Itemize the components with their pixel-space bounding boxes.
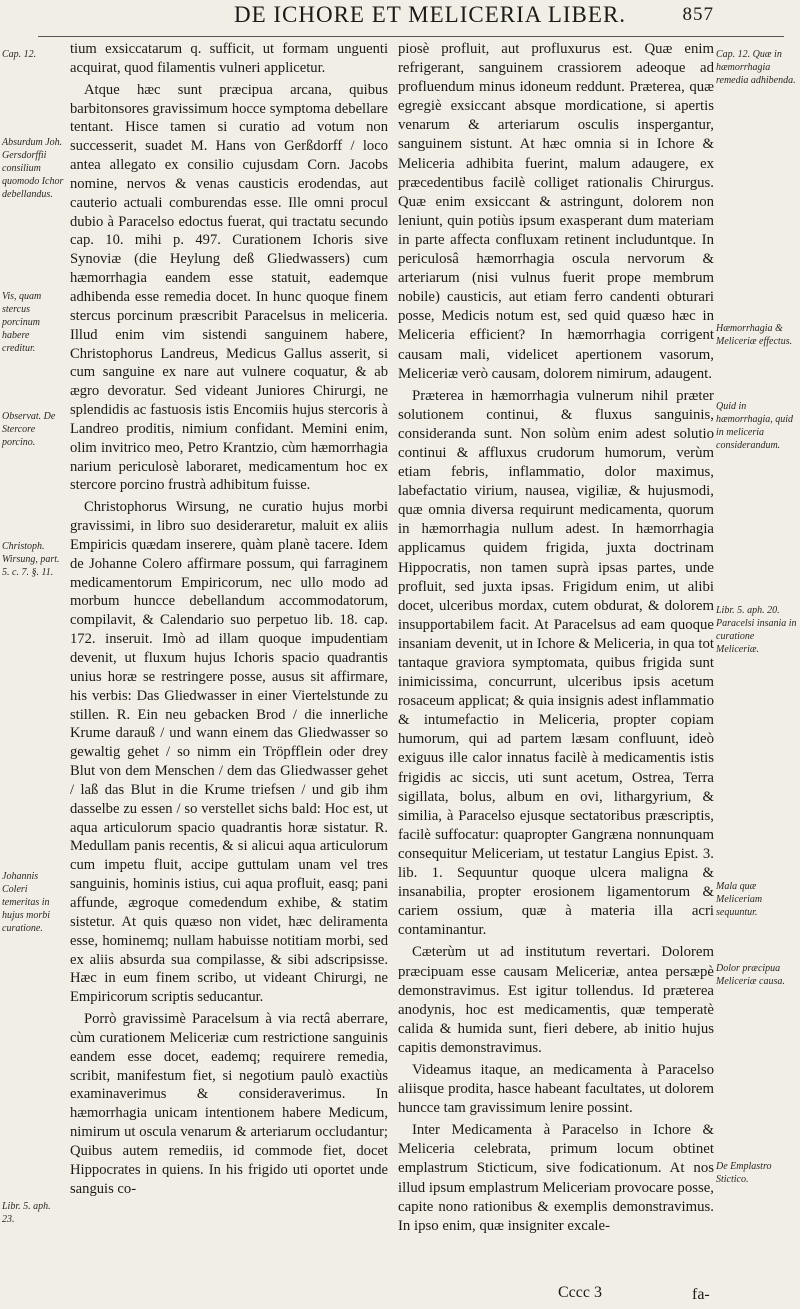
- paragraph: Videamus itaque, an medicamenta à Paracelso aliisque prodita, hasce habeant facultates, ut dolorem huncce tam gravissimum lenire possint.: [398, 1061, 714, 1117]
- left-margin-note: Johannis Coleri temeritas in hujus morbi curatione.: [2, 871, 51, 934]
- left-margin-note: Cap. 12.: [2, 49, 37, 60]
- right-margin-note: Cap. 12. Quæ in hæmorrhagia remedia adhibenda.: [716, 49, 796, 86]
- paragraph: Cæterùm ut ad institutum revertari. Dolorem præcipuam esse causam Meliceriæ, antea persæpè demonstravimus. Est igitur tollendus. Id præterea anodynis, hoc est medicamentis, quæ temperatè calida & humida sunt, fieri debere, ab initio hujus capitis demonstravimus.: [398, 944, 714, 1056]
- paragraph: piosè profluit, aut profluxurus est. Quæ enim refrigerant, sanguinem crassiorem adeoque ad profluendum minus idoneum reddunt. Præterea, quæ egregiè exsiccant absque mordicatione, si apertis venarum & arteriarum osculis inspergantur, sanguinem sistunt. At hæc omnia si in Ichore & Meliceria adhibita fuerint, malum adaugere, ex præcedentibus facilè colliget rationalis Chirurgus. Quæ enim exsiccant & astringunt, dolorem non leniunt, quin potiùs ipsum exasperant dum materiam in parte affecta confluxam retinent includuntque. In periculosâ hæmorrhagia oscula nervorum & arteriarum (nisi vulnus fuerit prope membrum nobile) causticis, aut etiam ferro candenti obturari posse, Medicis notum est, sed quid quæso hæc in Meliceria efficient? In hæmorrhagia corrigent causam mali, videlicet apertionem vasorum, Meliceriæ verò causam, dolorem nimirum, adaugent.: [398, 41, 714, 382]
- header-rule: [38, 36, 784, 37]
- left-margin-note: Observat. De Stercore porcino.: [2, 411, 56, 448]
- right-margin-note: De Emplastro Stictico.: [716, 1161, 772, 1185]
- right-text-column: [398, 40, 714, 1236]
- left-margin-note: Libr. 5. aph. 23.: [2, 1201, 51, 1225]
- catchword: fa-: [692, 1286, 710, 1303]
- left-margin-note: Absurdum Joh. Gersdorffii consilium quomodo Ichor debellandus.: [2, 137, 64, 200]
- signature-mark: Cccc 3: [558, 1284, 602, 1301]
- paragraph: Christophorus Wirsung, ne curatio hujus morbi gravissimi, in libro suo desideraretur, maluit ex aliis Empiricis quædam inserere, quàm planè tacere. Idem de Johanne Colero affirmare possum, qui farraginem medicamentorum Empiricorum, nec ullo modo ad morbum huncce debellandum accommodatorum, compilavit, & Calendario suo perpetuo lib. 18. cap. 172. inseruit. Imò ad illam quoque impudentiam devenit, ut fluxum hujus Ichoris spacio quadrantis unius horæ se restringere posse, ausus sit affirmare, his verbis: Das Gliedwasser in einer Viertelstunde zu stillen. R. Ein neu gebacken Brod / die innerliche Krume darauß / und wann einem das Gliedwasser so gewaltig gehet / so nimm ein Tröpfflein oder drey Blut von dem Menschen / dem das Gliedwasser gehet / laß das Blut in die Krume triefsen / und gib ihm dasselbe zu essen / so verstellet sichs bald: Hoc est, ut aqua articulorum spacio quadrantis horæ sistatur. R. Medullam panis recentis, & si alicui aqua articulorum cum impetu fluit, accipe guttulam unam vel tres sanguinis, hominis istius, cui aqua profluit, easq; pani affunde, ægroque comedendum exhibe, & statim sistetur. At quis quæso non videt, hæc deliramenta esse, hominemq; nullam habuisse notitiam morbi, sed ex aliis absurda sua compilasse, & sibi adscripsisse. Hæc in eum finem scribo, ut videant Chirurgi, ne Empiricorum scriptis seducantur.: [70, 499, 388, 1006]
- left-margin-note: Vis, quam stercus porcinum habere creditur.: [2, 291, 42, 354]
- page-header: [150, 2, 714, 38]
- paragraph: tium exsiccatarum q. sufficit, ut formam unguenti acquirat, quod filamentis vulneri applicetur.: [70, 41, 388, 76]
- right-margin-note: Dolor præcipua Meliceriæ causa.: [716, 963, 785, 987]
- page-number: 857: [682, 4, 714, 25]
- paragraph: Porrò gravissimè Paracelsum à via rectâ aberrare, cùm curationem Meliceriæ cum restrictione sanguinis eandem esse docet, eademq; requirere remedia, scribit, manifestum fiet, si negotium paulò exactiùs examinaverimus & consideraverimus. In hæmorrhagia unicam intentionem habere Medicum, nimirum ut oscula venarum & arteriarum occludantur; Quibus autem remediis, id commode fiet, docet Hippocrates in quiens. In his frigido uti oportet unde sanguis co-: [70, 1011, 388, 1197]
- paragraph: Atque hæc sunt præcipua arcana, quibus barbitonsores gravissimum hocce symptoma debellare tentant. Hisce tamen si curatio ad votum non successerit, suadet M. Hans von Gerßdorff / loco antea allegato ex consilio cujusdam Corn. Jacobs nomine, nervos & venas causticis erodendas, aut cauterio actuali comburendas esse. Ille omni procul dubio à Paracelso edoctus fuerat, qui tractatu secundo cap. 10. mihi p. 497. Curationem Ichoris sive Synoviæ (die Heylung deß Gliedwassers) cum hæmorrhagia eandem esse statuit, eademque adhibenda esse remedia docet. In hunc quoque finem stercus porcinum præscribit Paracelsus in meliceria. Illud enim vim sistendi sanguinem habere, Christophorus Landreus, Medicus Gallus asserit, si cum sanguine ex nare aut vulnere coquatur, & ab ægro devoratur. Sed videant Juniores Chirurgi, ne splendidis ac fastuosis istis Encomiis hujus stercoris à Landreo proditis, nimium confidant. Memini enim, olim invitrico meo, Petro Krantzio, cùm hæmorrhagia narium periculosè laboraret, medicamentum hoc ex stercore porcino frustrà adhibitum fuisse.: [70, 81, 388, 494]
- right-margin-note: Libr. 5. aph. 20. Paracelsi insania in curatione Meliceriæ.: [716, 605, 797, 655]
- paragraph: Inter Medicamenta à Paracelso in Ichore & Meliceria celebrata, primum locum obtinet emplastrum Sticticum, sive fodicationum. At nos illud ipsum emplastrum Meliceriam provocare posse, capite nono rationibus & exemplis demonstravimus. In ipso enim, quæ insigniter excale-: [398, 1122, 714, 1234]
- paragraph: Præterea in hæmorrhagia vulnerum nihil præter solutionem continui, & fluxus sanguinis, consideranda sunt. Non solùm enim adest solutio continui & affluxus crudorum humorum, verùm etiam febris, inflammatio, dolor maximus, labefactatio virium, nausea, vigiliæ, & hujusmodi, quæ omnia diversa requirunt medicamenta, quorum in hæmorrhagia nullum adest. In hæmorrhagia applicamus quidem frigida, juxta doctrinam Hippocratis, non tamen suprà ipsas partes, unde profluit, sed juxta ipsas. Frigidum enim, ut alibi docet, ulceribus mordax, cutem obdurat, & dolorem insupportabilem facit. At Paracelsus ad eam quoque insaniam devenit, ut in Ichore & Meliceria, in qua tot tantaque graviora symptomata, quibus frigida sunt inimicissima, concurrunt, ulceribus ipsis acetum rosaceum applicat; & quia insignis adest inflammatio & intumefactio in Meliceria, propter copiam humorum, qui ad partem læsam confluunt, ideò exiguus ille calor innatus facilè à medicamentis istis frigidis ac siccis, uti sunt acetum, Ostrea, Terra sigillata, bolus, album en ovi, lithargyrium, & similia, à Paracelso ejusque sectatoribus præscriptis, facilè suffocatur: quapropter Gangræna nonnunquam consequitur Meliceriam, ut testatur Langius Epist. 3. lib. 1. Sequuntur quoque ulcera maligna & insanabilia, propter erosionem ligamentorum & cariem ossium, quæ à materia illa acri contaminantur.: [398, 387, 714, 939]
- right-margin-note: Hæmorrhagia & Meliceriæ effectus.: [716, 323, 793, 347]
- right-margin-note: Quid in hæmorrhagia, quid in meliceria considerandum.: [716, 401, 794, 451]
- right-margin-note: Mala quæ Meliceriam sequuntur.: [716, 881, 763, 918]
- left-text-column: [70, 40, 388, 1198]
- left-margin-note: Christoph. Wirsung, part. 5. c. 7. §. 11.: [2, 541, 60, 578]
- running-title: DE ICHORE ET MELICERIA LIBER.: [233, 2, 627, 27]
